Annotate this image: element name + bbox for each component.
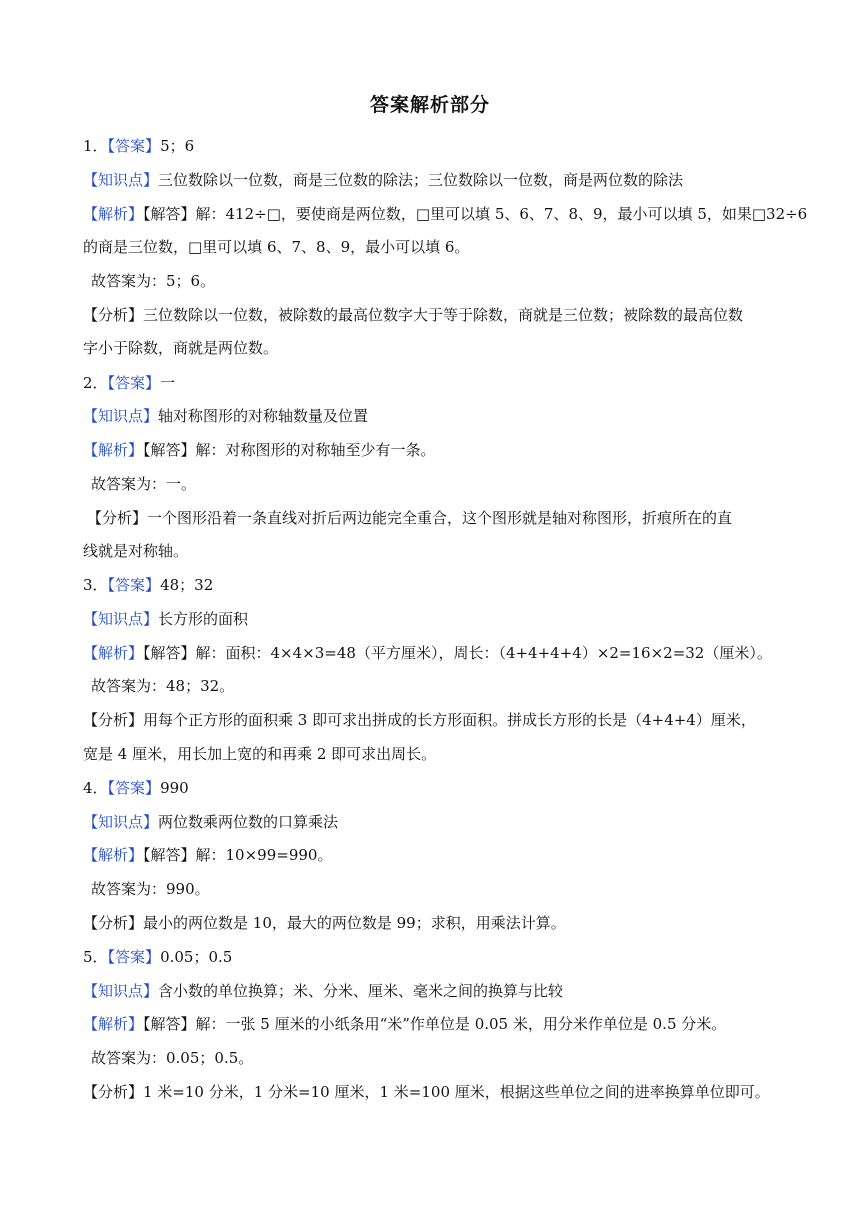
knowledge-text: 两位数乘两位数的口算乘法 <box>158 813 339 831</box>
knowledge-text: 轴对称图形的对称轴数量及位置 <box>158 407 369 425</box>
analysis-tag: 【解析】 <box>83 441 144 459</box>
explanation-line-1 <box>83 305 783 325</box>
page-title: 答案解析部分 <box>369 94 490 116</box>
knowledge-line-3 <box>83 609 783 629</box>
answer-tag: 【答案】 <box>107 137 161 155</box>
explanation-line-4 <box>83 913 783 933</box>
analysis-line-2 <box>83 440 783 460</box>
explanation-text: 【分析】最小的两位数是 10，最大的两位数是 99；求积，用乘法计算。 <box>83 914 566 932</box>
question-number: 4． <box>83 779 108 797</box>
knowledge-tag: 【知识点】 <box>83 982 159 1000</box>
knowledge-text: 长方形的面积 <box>158 610 249 628</box>
knowledge-tag: 【知识点】 <box>83 407 159 425</box>
explanation-line-2 <box>87 508 787 528</box>
final-answer-text: 故答案为：48；32。 <box>91 677 235 695</box>
answer-line-5 <box>83 947 783 967</box>
explanation-continued-2 <box>83 541 783 561</box>
explanation-text-continued: 线就是对称轴。 <box>83 542 189 560</box>
answer-text: 0.05；0.5 <box>160 948 233 966</box>
knowledge-text: 含小数的单位换算；米、分米、厘米、毫米之间的换算与比较 <box>158 982 564 1000</box>
explanation-line-3 <box>83 710 783 730</box>
answer-text: 990 <box>160 779 189 797</box>
answer-tag: 【答案】 <box>107 779 161 797</box>
question-number: 3． <box>83 576 108 594</box>
analysis-text: 【解答】解：一张 5 厘米的小纸条用“米”作单位是 0.05 米，用分米作单位是 0.5 分米。 <box>143 1015 727 1033</box>
answer-tag: 【答案】 <box>107 374 161 392</box>
answer-text: 5；6 <box>160 137 195 155</box>
answer-line-3 <box>83 575 783 595</box>
analysis-text: 【解答】解：对称图形的对称轴至少有一条。 <box>143 441 436 459</box>
analysis-tag: 【解析】 <box>83 205 144 223</box>
final-answer-text: 故答案为：5；6。 <box>91 272 216 290</box>
analysis-tag: 【解析】 <box>83 846 144 864</box>
answer-tag: 【答案】 <box>107 576 161 594</box>
knowledge-text: 三位数除以一位数，商是三位数的除法；三位数除以一位数，商是两位数的除法 <box>158 171 684 189</box>
knowledge-line-1 <box>83 170 783 190</box>
final-answer-2 <box>91 474 791 494</box>
answer-text: 一 <box>160 374 176 392</box>
question-number: 5． <box>83 948 108 966</box>
knowledge-tag: 【知识点】 <box>83 171 159 189</box>
final-answer-3 <box>91 676 791 696</box>
analysis-line-3 <box>83 643 783 663</box>
knowledge-tag: 【知识点】 <box>83 813 159 831</box>
answer-line-4 <box>83 778 783 798</box>
explanation-text: 【分析】一个图形沿着一条直线对折后两边能完全重合，这个图形就是轴对称图形，折痕所在的直 <box>87 509 733 527</box>
final-answer-1 <box>91 271 791 291</box>
knowledge-line-2 <box>83 406 783 426</box>
knowledge-line-5 <box>83 981 783 1001</box>
analysis-tag: 【解析】 <box>83 1015 144 1033</box>
explanation-text-continued: 宽是 4 厘米，用长加上宽的和再乘 2 即可求出周长。 <box>83 745 437 763</box>
explanation-line-5 <box>83 1082 783 1102</box>
analysis-line-4 <box>83 845 783 865</box>
question-number: 2． <box>83 374 108 392</box>
final-answer-5 <box>91 1048 791 1068</box>
knowledge-line-4 <box>83 812 783 832</box>
analysis-text: 【解答】解：412÷□，要使商是两位数，□里可以填 5、6、7、8、9，最小可以填 5，如果□32÷6 <box>143 205 808 223</box>
analysis-line-5 <box>83 1014 783 1034</box>
explanation-continued-1 <box>83 338 783 358</box>
analysis-text: 【解答】解：面积：4×4×3=48（平方厘米），周长：（4+4+4+4）×2=16×2=32（厘米）。 <box>143 644 772 662</box>
analysis-tag: 【解析】 <box>83 644 144 662</box>
analysis-continued-1 <box>83 237 783 257</box>
answer-tag: 【答案】 <box>107 948 161 966</box>
answer-line-2 <box>83 373 783 393</box>
final-answer-4 <box>91 879 791 899</box>
explanation-text: 【分析】三位数除以一位数，被除数的最高位数字大于等于除数，商就是三位数；被除数的最高位数 <box>83 306 744 324</box>
answer-line-1 <box>83 136 783 156</box>
final-answer-text: 故答案为：0.05；0.5。 <box>91 1049 254 1067</box>
final-answer-text: 故答案为：一。 <box>91 475 197 493</box>
answer-text: 48；32 <box>160 576 214 594</box>
knowledge-tag: 【知识点】 <box>83 610 159 628</box>
analysis-text: 【解答】解：10×99=990。 <box>143 846 333 864</box>
analysis-text-continued: 的商是三位数，□里可以填 6、7、8、9，最小可以填 6。 <box>83 238 470 256</box>
explanation-text: 【分析】1 米=10 分米，1 分米=10 厘米，1 米=100 厘米，根据这些单位之间的进率换算单位即可。 <box>83 1083 770 1101</box>
analysis-line-1 <box>83 204 808 224</box>
final-answer-text: 故答案为：990。 <box>91 880 210 898</box>
explanation-continued-3 <box>83 744 783 764</box>
explanation-text: 【分析】用每个正方形的面积乘 3 即可求出拼成的长方形面积。拼成长方形的长是（4+4+4）厘米， <box>83 711 756 729</box>
explanation-text-continued: 字小于除数，商就是两位数。 <box>83 339 279 357</box>
question-number: 1． <box>83 137 108 155</box>
